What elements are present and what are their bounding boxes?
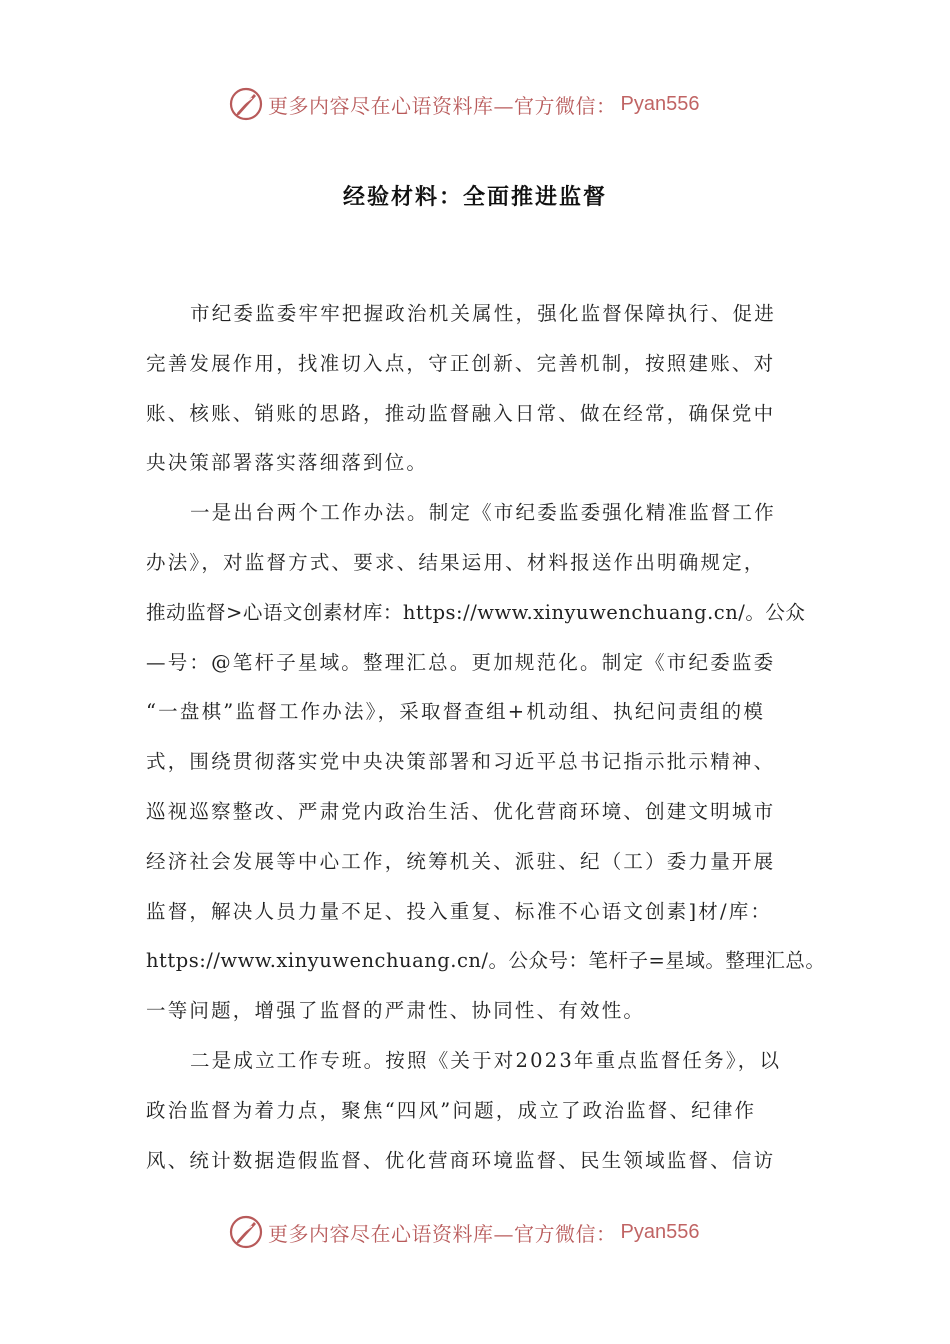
paragraph-line: 经济社会发展等中心工作，统筹机关、派驻、纪（工）委力量开展 [146, 849, 776, 873]
paragraph-line: —号：@笔杆子星域。整理汇总。更加规范化。制定《市纪委监委 [146, 650, 776, 674]
paragraph-line: 央决策部署落实落细落到位。 [146, 451, 429, 475]
paragraph-line: 一是出台两个工作办法。制定《市纪委监委强化精准监督工作 [190, 501, 776, 525]
paragraph-line: 式，围绕贯彻落实党中央决策部署和习近平总书记指示批示精神、 [146, 750, 776, 774]
document-title: 经验材料：全面推进监督 [342, 185, 607, 210]
paragraph-line: 巡视巡察整改、严肃党内政治生活、优化营商环境、创建文明城市 [146, 799, 776, 823]
document-body [146, 289, 826, 1185]
paragraph-line: “一盘棋”监督工作办法》，采取督查组+机动组、执纪问责组的模 [146, 700, 766, 724]
banner-text: 更多内容尽在心语资料库—官方微信： [268, 93, 617, 118]
quill-logo-icon [228, 86, 264, 122]
paragraph-line: 办法》，对监督方式、要求、结果运用、材料报送作出明确规定， [146, 550, 766, 574]
footer-banner [0, 1210, 950, 1254]
wechat-id: Pyan556 [620, 92, 700, 115]
paragraph-line: 风、统计数据造假监督、优化营商环境监督、民生领域监督、信访 [146, 1148, 776, 1172]
paragraph-line: 二是成立工作专班。按照《关于对2023年重点监督任务》，以 [190, 1048, 782, 1072]
paragraph-line: https://www.xinyuwenchuang.cn/。公众号：笔杆子=星域。整理汇总。 [146, 949, 826, 973]
paragraph-line: 一等问题，增强了监督的严肃性、协同性、有效性。 [146, 999, 646, 1023]
paragraph-line: 政治监督为着力点，聚焦“四风”问题，成立了政治监督、纪律作 [146, 1098, 757, 1122]
header-banner [0, 82, 950, 126]
paragraph-line: 市纪委监委牢牢把握政治机关属性，强化监督保障执行、促进 [190, 302, 776, 325]
paragraph-line: 推动监督>心语文创素材库：https://www.xinyuwenchuang.cn/。公众 [146, 600, 806, 624]
paragraph-line: 账、核账、销账的思路，推动监督融入日常、做在经常，确保党中 [146, 401, 776, 425]
paragraph-line: 完善发展作用，找准切入点，守正创新、完善机制，按照建账、对 [146, 351, 776, 375]
quill-logo-icon [228, 1214, 264, 1250]
wechat-id: Pyan556 [620, 1220, 700, 1243]
paragraph-line: 监督，解决人员力量不足、投入重复、标准不心语文创素]材/库： [146, 899, 773, 923]
banner-text: 更多内容尽在心语资料库—官方微信： [268, 1221, 617, 1246]
